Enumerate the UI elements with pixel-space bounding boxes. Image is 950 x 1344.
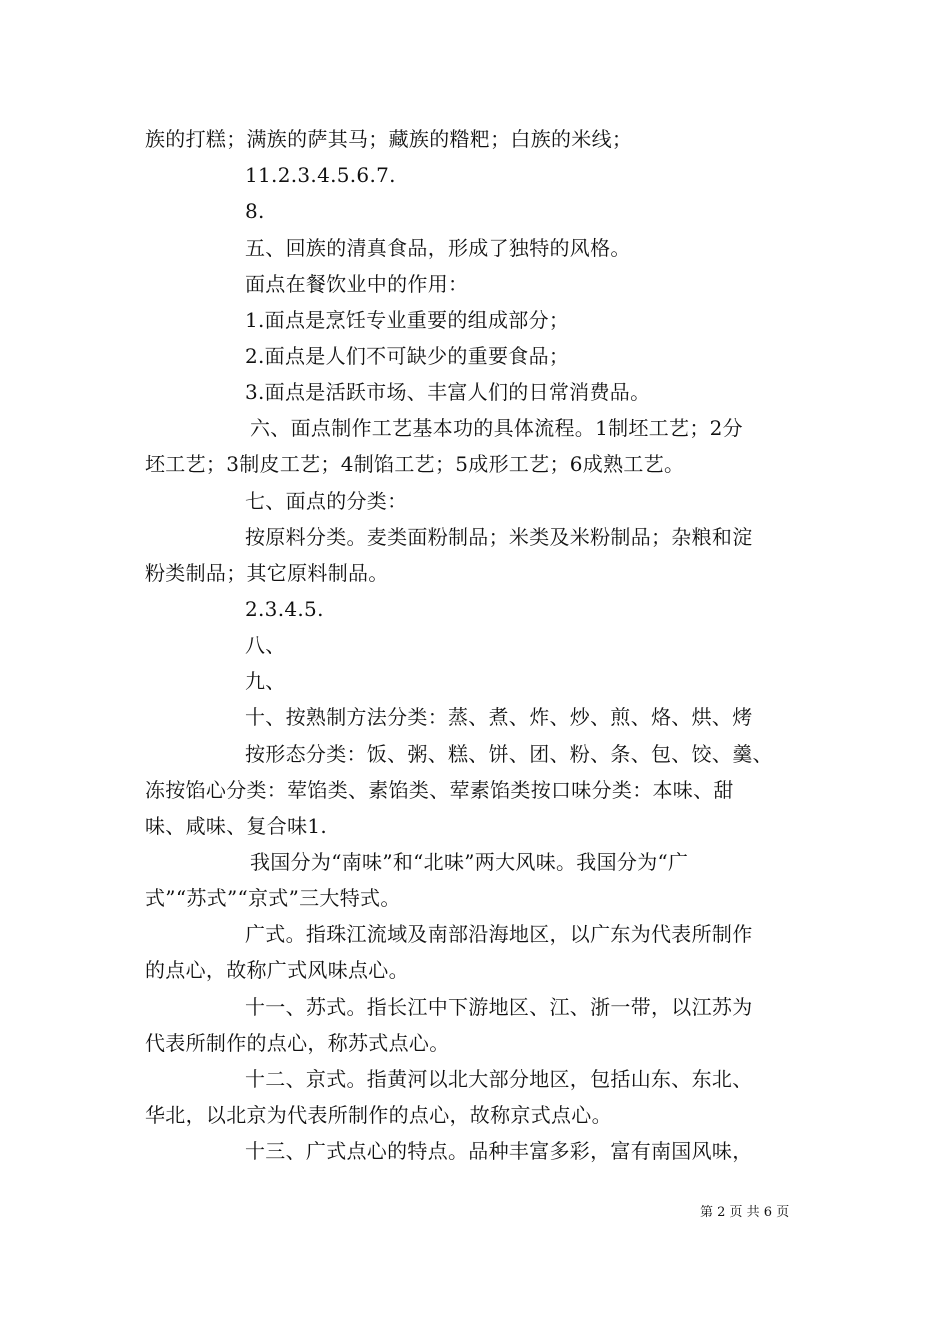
text-line: 1.面点是烹饪专业重要的组成部分； — [245, 308, 570, 332]
text-line: 式”“苏式”“京式”三大特式。 — [145, 886, 401, 910]
text-line: 七、面点的分类： — [245, 489, 408, 513]
page-footer: 第 2 页 共 6 页 — [700, 1205, 790, 1220]
text-line: 粉类制品；其它原料制品。 — [145, 561, 389, 585]
text-line: 3.面点是活跃市场、丰富人们的日常消费品。 — [245, 380, 651, 404]
text-line: 8. — [245, 199, 265, 223]
text-line: 的点心，故称广式风味点心。 — [145, 958, 409, 982]
text-line: 味、咸味、复合味1. — [145, 814, 328, 838]
text-line: 十二、京式。指黄河以北大部分地区，包括山东、东北、 — [245, 1067, 753, 1091]
text-line: 九、 — [245, 669, 286, 693]
text-line: 广式。指珠江流域及南部沿海地区，以广东为代表所制作 — [245, 922, 753, 946]
text-line: 五、回族的清真食品，形成了独特的风格。 — [245, 236, 631, 260]
text-line: 11.2.3.4.5.6.7. — [245, 163, 396, 187]
text-line: 十一、苏式。指长江中下游地区、江、浙一带，以江苏为 — [245, 995, 753, 1019]
text-line: 代表所制作的点心，称苏式点心。 — [145, 1031, 450, 1055]
text-line: 2.3.4.5. — [245, 597, 324, 621]
text-line: 十、按熟制方法分类：蒸、煮、炸、炒、煎、烙、烘、烤 — [245, 705, 753, 729]
text-line: 族的打糕；满族的萨其马；藏族的糌粑；白族的米线； — [145, 127, 633, 151]
text-line: 六、面点制作工艺基本功的具体流程。1制坯工艺；2分 — [250, 416, 743, 440]
text-line: 按原料分类。麦类面粉制品；米类及米粉制品；杂粮和淀 — [245, 525, 753, 549]
text-line: 按形态分类：饭、粥、糕、饼、团、粉、条、包、饺、羹、 — [245, 742, 773, 766]
text-line: 华北，以北京为代表所制作的点心，故称京式点心。 — [145, 1103, 612, 1127]
text-line: 我国分为“南味”和“北味”两大风味。我国分为“广 — [250, 850, 689, 874]
text-line: 十三、广式点心的特点。品种丰富多彩，富有南国风味， — [245, 1139, 753, 1163]
text-line: 冻按馅心分类：荤馅类、素馅类、荤素馅类按口味分类：本味、甜 — [145, 778, 734, 802]
text-line: 2.面点是人们不可缺少的重要食品； — [245, 344, 570, 368]
text-line: 八、 — [245, 633, 286, 657]
text-line: 坯工艺；3制皮工艺；4制馅工艺；5成形工艺；6成熟工艺。 — [145, 452, 685, 476]
text-line: 面点在餐饮业中的作用： — [245, 272, 469, 296]
